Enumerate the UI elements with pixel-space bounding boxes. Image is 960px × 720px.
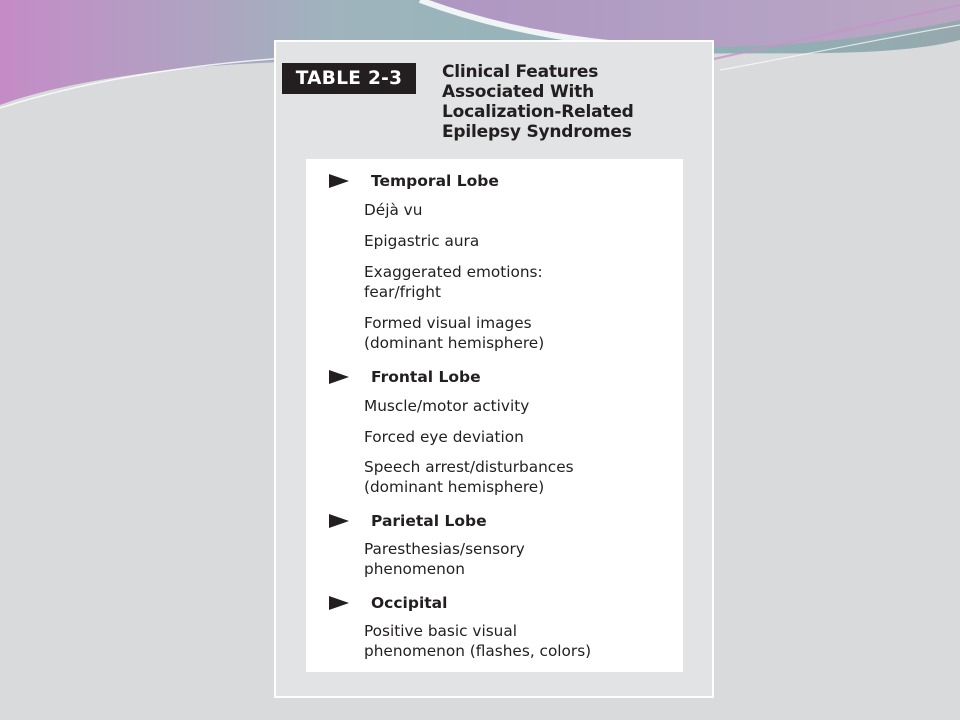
section-label: Parietal Lobe bbox=[371, 512, 487, 530]
list-item: Epigastric aura bbox=[364, 232, 480, 250]
section-label: Temporal Lobe bbox=[371, 172, 499, 190]
list-item: Positive basic visual phenomenon (flashes, colors) bbox=[364, 622, 592, 660]
section-heading-occipital bbox=[329, 593, 447, 613]
list-item: Déjà vu bbox=[364, 201, 423, 219]
triangle-right-icon bbox=[329, 514, 349, 528]
section-heading-parietal bbox=[329, 511, 487, 531]
list-item: Formed visual images (dominant hemisphere) bbox=[364, 314, 545, 352]
list-item: Paresthesias/sensory phenomenon bbox=[364, 540, 525, 578]
table-number-label: TABLE 2-3 bbox=[282, 63, 416, 94]
section-heading-frontal bbox=[329, 367, 481, 387]
list-item: Muscle/motor activity bbox=[364, 397, 530, 415]
section-heading-temporal bbox=[329, 171, 499, 191]
table-title bbox=[442, 62, 702, 142]
table-card bbox=[274, 40, 714, 698]
list-item: Speech arrest/disturbances (dominant hemisphere) bbox=[364, 458, 574, 496]
section-label: Occipital bbox=[371, 594, 448, 612]
section-label: Frontal Lobe bbox=[371, 368, 481, 386]
table-title-text: Clinical Features Associated With Localization-Related Epilepsy Syndromes bbox=[442, 62, 634, 142]
triangle-right-icon bbox=[329, 370, 349, 384]
feature-list bbox=[306, 159, 683, 672]
list-item: Exaggerated emotions: fear/fright bbox=[364, 263, 543, 301]
list-item: Forced eye deviation bbox=[364, 428, 524, 446]
triangle-right-icon bbox=[329, 174, 349, 188]
triangle-right-icon bbox=[329, 596, 349, 610]
